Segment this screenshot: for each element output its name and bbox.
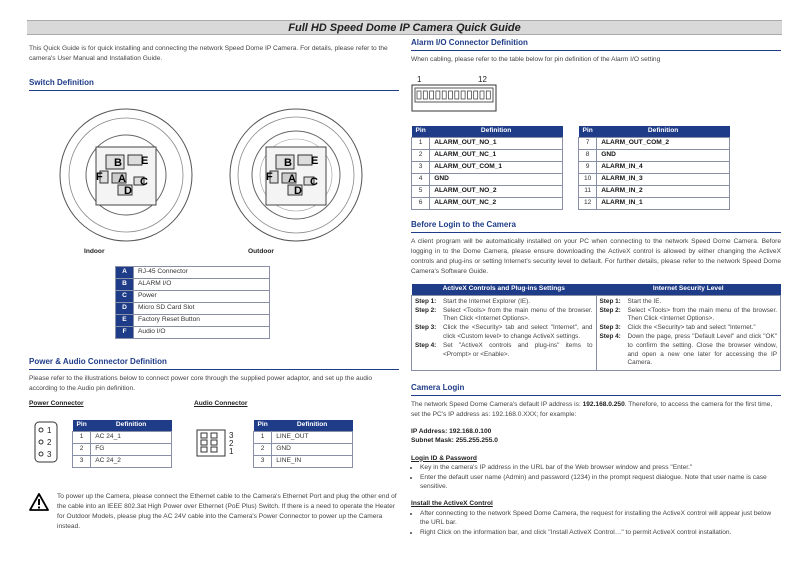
pin-number: 2: [254, 443, 272, 455]
activex-steps: [412, 295, 597, 370]
switch-desc: Audio I/O: [134, 327, 270, 339]
step-label: Step 1:: [599, 297, 621, 305]
alarm-table-right: [578, 126, 730, 210]
alarm-pin-slot: [467, 91, 471, 99]
power-text: Please refer to the illustrations below to connect power core through the supplied power adaptor, and set up the audio according to the Audio pin definition.: [29, 374, 373, 392]
table-row: [412, 197, 563, 209]
step-row: [415, 307, 593, 325]
table-row: [254, 455, 353, 467]
label-E: E: [311, 155, 319, 167]
list-item: • After connecting to the network Speed Dome Camera, the request for installing the ActiveX control will appear just below the URL bar.: [420, 509, 781, 528]
svg-text:3: 3: [229, 431, 234, 440]
step-label: Step 2:: [599, 306, 621, 314]
left-column: [29, 44, 399, 95]
pin-definition: AC 24_1: [91, 431, 172, 443]
table-row: [412, 185, 563, 197]
pin-definition: ALARM_OUT_NO_1: [430, 137, 563, 149]
pin-definition: GND: [430, 173, 563, 185]
switch-key: B: [116, 279, 134, 291]
def-header: Definition: [91, 420, 172, 431]
pin-number: 3: [73, 455, 91, 467]
table-row: [412, 173, 563, 185]
table-row: [579, 161, 730, 173]
table-row: [116, 315, 270, 327]
step-row: [415, 324, 593, 342]
page-title: Full HD Speed Dome IP Camera Quick Guide: [27, 20, 782, 35]
switch-key: F: [116, 327, 134, 339]
table-row: [412, 161, 563, 173]
alarm-pin-slot: [449, 91, 453, 99]
svg-text:2: 2: [47, 438, 52, 447]
switch-key: C: [116, 291, 134, 303]
pin-definition: GND: [597, 149, 730, 161]
label-D: D: [294, 185, 302, 197]
switch-key: A: [116, 267, 134, 279]
step-row: [415, 342, 593, 360]
activex-list: [411, 509, 781, 538]
pin-number: 1: [254, 431, 272, 443]
step-label: Step 4:: [599, 333, 621, 341]
step-text: Click the <Security> tab and select "Internet.": [627, 324, 756, 332]
camera-login-text-b: . Therefore, to access the camera for the first time, set the PC's IP address as: 192.168.0.XXX; for example:: [411, 400, 773, 418]
label-F: F: [96, 171, 103, 183]
table-row: [116, 327, 270, 339]
table-row: [579, 185, 730, 197]
subnet-mask-line: Subnet Mask: 255.255.255.0: [411, 436, 498, 444]
activex-header: ActiveX Controls and Plug-ins Settings: [412, 284, 597, 295]
label-B: B: [114, 157, 122, 169]
pin-definition: LINE_OUT: [272, 431, 353, 443]
pin-definition: GND: [272, 443, 353, 455]
pin-number: 12: [579, 197, 597, 209]
step-text: Select <Tools> from the main menu of the browser. Then Click <Internet Options>.: [443, 306, 593, 323]
svg-text:2: 2: [229, 439, 234, 448]
step-label: Step 4:: [415, 341, 437, 349]
pin-header: Pin: [579, 126, 597, 137]
pin-definition: ALARM_IN_2: [597, 185, 730, 197]
login-section: [411, 220, 781, 277]
audio-connector-label: Audio Connector: [194, 400, 248, 407]
pin-number: 6: [412, 197, 430, 209]
step-label: Step 2:: [415, 306, 437, 314]
label-C: C: [140, 176, 148, 188]
pin-definition: FG: [91, 443, 172, 455]
list-item: • Key in the camera's IP address in the URL bar of the Web browser window and press "Enter.": [420, 463, 781, 473]
power-heading: Power & Audio Connector Definition: [29, 357, 399, 370]
alarm-pin-slot: [455, 91, 459, 99]
switch-desc: Factory Reset Button: [134, 315, 270, 327]
pin-number: 10: [579, 173, 597, 185]
login-heading: Before Login to the Camera: [411, 220, 781, 233]
install-activex-heading: Install the ActiveX Control: [411, 499, 493, 507]
label-C: C: [310, 176, 318, 188]
alarm-section: [411, 38, 781, 65]
pin-number: 2: [73, 443, 91, 455]
camera-login-text: [411, 400, 781, 420]
switch-desc: RJ-45 Connector: [134, 267, 270, 279]
list-item: • Enter the default user name (Admin) and password (1234) in the prompt request dialogue. Note that user name is case sensitive.: [420, 473, 781, 492]
pin-number: 1: [412, 137, 430, 149]
activex-table: [411, 284, 781, 371]
security-header: Internet Security Level: [596, 284, 781, 295]
alarm-pin-slot: [480, 91, 484, 99]
label-D: D: [124, 185, 132, 197]
default-ip: 192.168.0.250: [582, 400, 625, 408]
step-text: Start the Internet Explorer (IE).: [443, 297, 531, 305]
alarm-pin-slot: [430, 91, 434, 99]
pin-number: 9: [579, 161, 597, 173]
pin-header: Pin: [73, 420, 91, 431]
switch-table: [115, 266, 270, 339]
alarm-pin-end: 12: [478, 75, 487, 84]
svg-text:1: 1: [229, 447, 234, 456]
table-row: [116, 279, 270, 291]
dome-illustrations: [28, 105, 398, 257]
power-connector-diagram: [33, 420, 61, 464]
audio-pin-table: [253, 420, 353, 468]
label-E: E: [141, 155, 149, 167]
def-header: Definition: [597, 126, 730, 137]
alarm-pin-slot: [461, 91, 465, 99]
step-text: Set "ActiveX controls and plug-ins" items to <Prompt> or <Enable>.: [443, 341, 593, 358]
power-section: [29, 357, 399, 394]
table-row: [579, 197, 730, 209]
step-text: Click the <Security> tab and select "Internet", and click <Custom level> to change ActiveX settings.: [443, 324, 593, 341]
label-B: B: [284, 157, 292, 169]
alarm-table-left: [411, 126, 563, 210]
pin-number: 5: [412, 185, 430, 197]
table-row: [579, 173, 730, 185]
def-header: Definition: [272, 420, 353, 431]
pin-number: 7: [579, 137, 597, 149]
alarm-pin-slot: [436, 91, 440, 99]
pin-number: 3: [254, 455, 272, 467]
alarm-text: When cabling, please refer to the table below for pin definition of the Alarm I/O setting: [411, 55, 661, 63]
pin-header: Pin: [412, 126, 430, 137]
svg-text:3: 3: [47, 450, 52, 459]
pin-header: Pin: [254, 420, 272, 431]
step-text: Start the IE.: [627, 297, 662, 305]
login-id-heading: Login ID & Password: [411, 454, 477, 462]
pin-number: 8: [579, 149, 597, 161]
table-row: [412, 149, 563, 161]
table-row: [254, 443, 353, 455]
indoor-label: Indoor: [84, 248, 105, 255]
list-item: • Right Click on the information bar, and click "Install ActiveX Control…" to permit ActiveX control installation.: [420, 528, 781, 538]
table-row: [73, 455, 172, 467]
table-row: [73, 443, 172, 455]
table-row: [579, 149, 730, 161]
pin-definition: ALARM_IN_4: [597, 161, 730, 173]
pin-number: 11: [579, 185, 597, 197]
alarm-connector-diagram: [411, 84, 497, 112]
step-label: Step 3:: [415, 324, 437, 332]
indoor-dome: [60, 109, 192, 241]
switch-heading: Switch Definition: [29, 78, 399, 91]
label-A: A: [118, 173, 126, 185]
step-row: [415, 298, 593, 307]
table-row: [73, 431, 172, 443]
alarm-pin-slot: [486, 91, 490, 99]
pin-definition: ALARM_OUT_COM_1: [430, 161, 563, 173]
switch-key: E: [116, 315, 134, 327]
pin-definition: LINE_IN: [272, 455, 353, 467]
switch-desc: ALARM I/O: [134, 279, 270, 291]
table-row: [412, 137, 563, 149]
switch-key: D: [116, 303, 134, 315]
table-row: [116, 267, 270, 279]
alarm-pin-slot: [417, 91, 421, 99]
table-row: [116, 291, 270, 303]
step-label: Step 3:: [599, 324, 621, 332]
outdoor-dome: [230, 109, 362, 241]
login-text: A client program will be automatically installed on your PC when connecting to the network Speed Dome Camera. Before logging in to the Dome Camera, please ensure downloading the ActiveX control is allowed by either changing the ActiveX controls and plug-ins or setting Internet's security level to default. For further details, please refer to the network Speed Dome Camera's Software Guide.: [411, 237, 781, 275]
login-list: [411, 463, 781, 492]
label-A: A: [288, 173, 296, 185]
switch-desc: Power: [134, 291, 270, 303]
table-row: [116, 303, 270, 315]
alarm-pin-start: 1: [417, 75, 422, 84]
pin-definition: ALARM_OUT_NO_2: [430, 185, 563, 197]
power-pin-table: [72, 420, 172, 468]
alarm-pin-slot: [474, 91, 478, 99]
warning-text: To power up the Camera, please connect the Ethernet cable to the Camera's Ethernet Port and plug the other end of the cable into an IEEE 802.3at High Power over Ethernet (PoE Plus) Switch. If there is a need to operate the Heater for Outdoor Models, please plug the AC 24V cable into the Camera's Power Connector to power up the Camera instead.: [57, 493, 397, 530]
alarm-pin-slot: [442, 91, 446, 99]
step-text: Down the page, press "Default Level" and click "OK" to confirm the setting. Close the browser window, and open a new one later for accessing the IP Camera.: [627, 333, 777, 367]
security-steps: [596, 295, 781, 370]
ip-address-line: IP Address: 192.168.0.100: [411, 427, 492, 435]
camera-login-section: [411, 383, 781, 537]
step-row: [600, 324, 778, 333]
pin-number: 3: [412, 161, 430, 173]
pin-definition: ALARM_OUT_NC_2: [430, 197, 563, 209]
label-F: F: [266, 171, 273, 183]
power-connector-label: Power Connector: [29, 400, 84, 407]
pin-definition: ALARM_OUT_COM_2: [597, 137, 730, 149]
alarm-pin-slot: [423, 91, 427, 99]
pin-number: 2: [412, 149, 430, 161]
step-label: Step 1:: [415, 297, 437, 305]
intro-text: This Quick Guide is for quick installing and connecting the network Speed Dome IP Camera. For details, please refer to the camera's User Manual and Installation Guide.: [29, 45, 388, 62]
pin-definition: ALARM_IN_3: [597, 173, 730, 185]
svg-text:1: 1: [47, 426, 52, 435]
table-row: [579, 137, 730, 149]
pin-definition: ALARM_OUT_NC_1: [430, 149, 563, 161]
audio-connector-diagram: [195, 428, 241, 458]
warning-icon: [29, 493, 49, 511]
camera-login-heading: Camera Login: [411, 383, 781, 396]
pin-definition: ALARM_IN_1: [597, 197, 730, 209]
camera-login-text-a: The network Speed Dome Camera's default IP address is:: [411, 400, 583, 408]
pin-number: 1: [73, 431, 91, 443]
step-row: [600, 307, 778, 325]
switch-desc: Micro SD Card Slot: [134, 303, 270, 315]
table-row: [254, 431, 353, 443]
outdoor-label: Outdoor: [248, 248, 275, 255]
pin-definition: AC 24_2: [91, 455, 172, 467]
pin-number: 4: [412, 173, 430, 185]
def-header: Definition: [430, 126, 563, 137]
step-row: [600, 333, 778, 368]
step-row: [600, 298, 778, 307]
step-text: Select <Tools> from the main menu of the browser. Then Click <Internet Options>.: [627, 306, 777, 323]
alarm-heading: Alarm I/O Connector Definition: [411, 38, 781, 51]
